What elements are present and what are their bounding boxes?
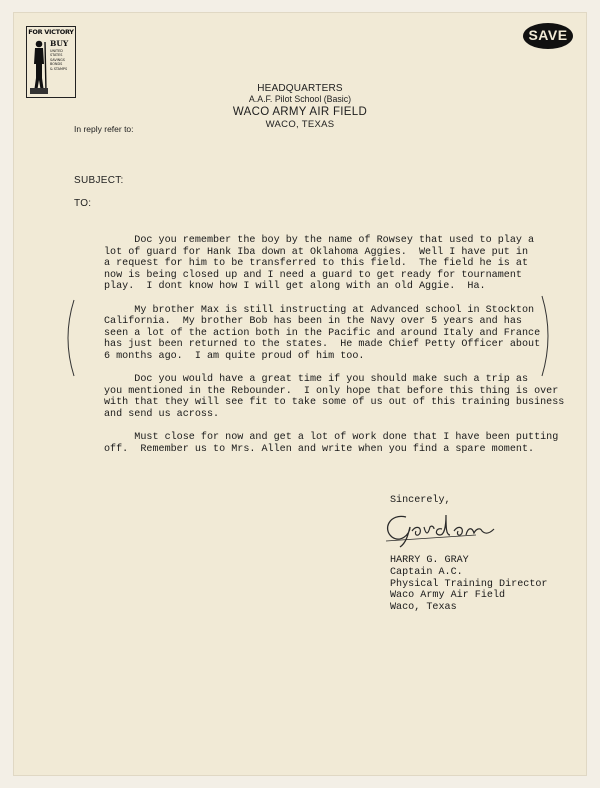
paragraph xyxy=(104,305,544,363)
paragraph xyxy=(104,374,565,420)
letterhead-org: HEADQUARTERS xyxy=(257,83,343,94)
body-line: California. My brother Bob has been in the Navy over 5 years and has xyxy=(104,316,522,328)
signer-unit: Waco Army Air Field xyxy=(390,590,506,602)
signer-name: HARRY G. GRAY xyxy=(390,555,469,566)
signer-rank: Captain A.C. xyxy=(390,566,463,578)
paragraph xyxy=(104,235,544,293)
body-line: Doc you remember the boy by the name of Rowsey that used to play a xyxy=(104,235,535,246)
signature-block xyxy=(390,555,548,614)
left-margin-bracket xyxy=(60,298,76,378)
letterhead-field: WACO ARMY AIR FIELD xyxy=(232,106,368,118)
save-badge xyxy=(522,22,574,50)
stamp-buy: BUY xyxy=(50,39,69,48)
closing: Sincerely, xyxy=(390,495,451,506)
minuteman-icon xyxy=(29,38,49,96)
stamp-lines xyxy=(50,49,67,71)
stamp-title: FOR VICTORY xyxy=(28,28,74,36)
paragraph xyxy=(104,432,559,455)
stamp-line: UNITED xyxy=(50,49,63,53)
stamp-line: BONDS xyxy=(50,62,63,67)
reply-reference-label: In reply refer to: xyxy=(74,124,134,134)
body-line: seen a lot of the action both in the Pacific and around Italy and France xyxy=(104,327,541,339)
letterhead xyxy=(200,83,400,131)
to-label: TO: xyxy=(74,198,92,209)
letterhead-unit: A.A.F. Pilot School (Basic) xyxy=(248,94,352,104)
body-line: a request for him to be transferred to this field. The field he is at xyxy=(104,258,529,270)
body-line: with that they will see fit to take some of us out of this training business xyxy=(104,397,565,409)
stamp-line: SAVINGS xyxy=(50,57,65,62)
subject-label: SUBJECT: xyxy=(74,175,124,186)
body-line: lot of guard for Hank Iba down at Oklahoma Aggies. Well I have put in xyxy=(104,246,529,258)
body-line: you mentioned in the Rebounder. I only hope that before this thing is over xyxy=(104,385,559,397)
body-line: Must close for now and get a lot of work done that I have been putting xyxy=(104,432,559,444)
body-line: now is being closed up and I need a guard to get ready for tournament xyxy=(104,269,522,281)
body-line: My brother Max is still instructing at Advanced school in Stockton xyxy=(104,304,535,316)
body-line: off. Remember us to Mrs. Allen and write when you find a spare moment. xyxy=(104,443,535,455)
body-line: and send us across. xyxy=(104,408,220,420)
letterhead-city: WACO, TEXAS xyxy=(265,119,335,130)
body-line: has just been returned to the states. He made Chief Petty Officer about xyxy=(104,339,541,351)
body-line: Doc you would have a great time if you should make such a trip as xyxy=(104,374,529,386)
save-badge-label: SAVE xyxy=(528,27,568,43)
body-line: play. I dont know how I will get along with an old Aggie. Ha. xyxy=(104,281,486,293)
stamp-line: STATES xyxy=(50,53,63,58)
stamp-line: & STAMPS xyxy=(50,66,68,71)
body-line: 6 months ago. I am quite proud of him too. xyxy=(104,350,365,362)
handwritten-signature xyxy=(376,505,496,549)
letter-body xyxy=(104,235,565,467)
signer-title: Physical Training Director xyxy=(390,578,548,590)
signer-location: Waco, Texas xyxy=(390,602,457,614)
victory-stamp xyxy=(26,26,76,98)
